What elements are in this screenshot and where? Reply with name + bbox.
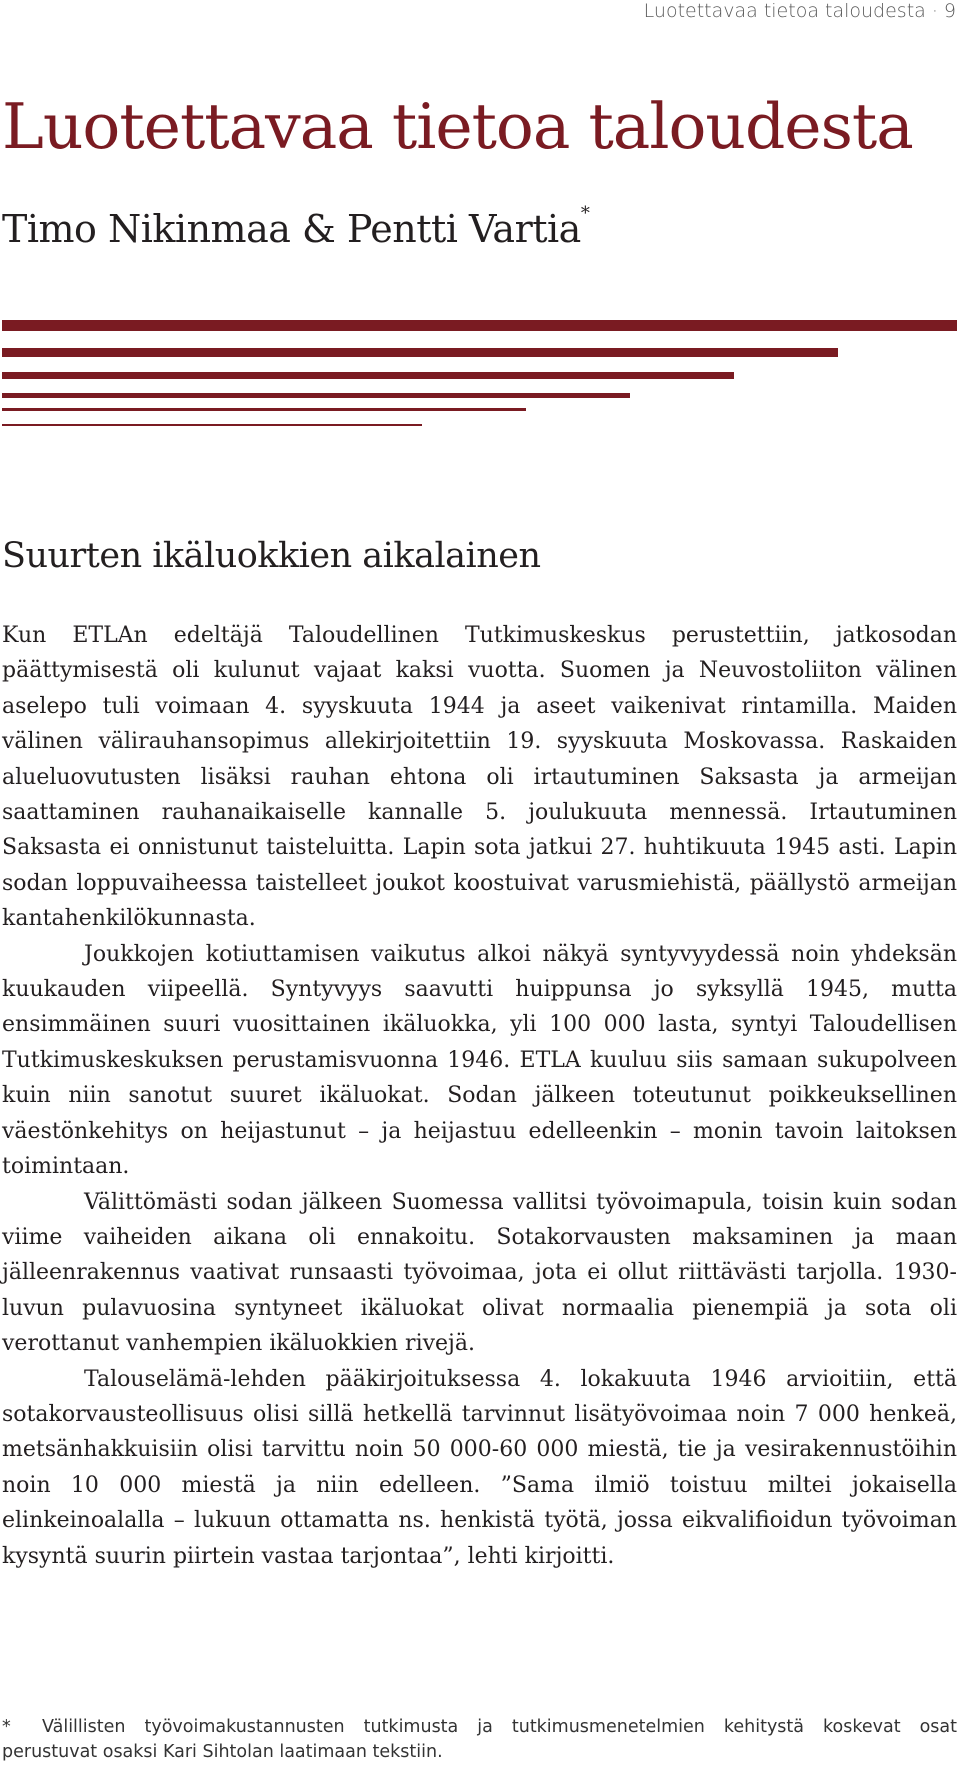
running-header: Luotettavaa tietoa taloudesta · 9 — [643, 0, 956, 22]
footnote-text: Välillisten työvoimakustannusten tutkimusta ja tutkimusmenetelmien kehitystä koskevat osat perustuvat osaksi Kari Sihtolan laatimaan tekstiin. — [2, 1717, 957, 1762]
decorative-bar — [2, 320, 957, 331]
footnote-mark: * — [2, 1717, 11, 1737]
paragraph: Joukkojen kotiuttamisen vaikutus alkoi näkyä syntyvyydessä noin yhdeksän kuukauden viipeellä. Syntyvyys saavutti huippunsa jo syksyllä 1945, mutta ensimmäinen suuri vuosittainen ikäluokka, yli 100 000 lasta, syntyi Taloudellisen Tutkimuskeskuksen perustamisvuonna 1946. ETLA kuuluu siis samaan sukupolveen kuin niin sanotut suuret ikäluokat. Sodan jälkeen toteutunut poikkeuksellinen väestönkehitys on heijastunut – ja heijastuu edelleenkin – monin tavoin laitoksen toimintaan. — [2, 941, 957, 1180]
authors — [2, 203, 590, 251]
decorative-bar — [2, 424, 422, 426]
authors-footnote-mark: * — [580, 203, 590, 224]
paragraph: Kun ETLAn edeltäjä Taloudellinen Tutkimuskeskus perustettiin, jatkosodan päättymisestä oli kulunut vajaat kaksi vuotta. Suomen ja Neuvostoliiton välinen aselepo tuli voimaan 4. syyskuuta 1944 ja aseet vaikenivat rintamilla. Maiden välinen välirauhansopimus allekirjoitettiin 19. syyskuuta Moskovassa. Raskaiden alueluovutusten lisäksi rauhan ehtona oli irtautuminen Saksasta ja armeijan saattaminen rauhanaikaiselle kannalle 5. joulukuuta mennessä. Irtautuminen Saksasta ei onnistunut taisteluitta. Lapin sota jatkui 27. huhtikuuta 1945 asti. Lapin sodan loppuvaiheessa taistelleet joukot koostuivat varusmiehistä, päällystö armeijan kantahenkilökunnasta. — [2, 623, 957, 932]
section-heading: Suurten ikäluokkien aikalainen — [2, 536, 541, 576]
paragraph: Välittömästi sodan jälkeen Suomessa vallitsi työvoimapula, toisin kuin sodan viime vaiheiden aikana oli ennakoitu. Sotakorvausten maksaminen ja maan jälleenrakennus vaativat runsaasti työvoimaa, jota ei ollut riittävästi tarjolla. 1930-luvun pulavuosina syntyneet ikäluokat olivat normaalia pienempiä ja sota oli verottanut vanhempien ikäluokkien rivejä. — [2, 1189, 957, 1357]
decorative-bar — [2, 393, 630, 398]
body-text — [2, 618, 957, 1574]
decorative-bar — [2, 348, 838, 357]
authors-names: Timo Nikinmaa & Pentti Vartia — [2, 207, 581, 251]
paragraph: Talouselämä-lehden pääkirjoituksessa 4. lokakuuta 1946 arvioitiin, että sotakorvausteollisuus olisi sillä hetkellä tarvinnut lisätyövoimaa noin 7 000 henkeä, metsänhakkuisiin olisi tarvittu noin 50 000-60 000 miestä, tie ja vesirakennustöihin noin 10 000 miestä ja niin edelleen. ”Sama ilmiö toistuu miltei jokaisella elinkeinoalalla – lukuun ottamatta ns. henkistä työtä, jossa eikvalifioidun työvoiman kysyntä suurin piirtein vastaa tarjontaa”, lehti kirjoitti. — [2, 1366, 957, 1569]
footnote — [2, 1715, 957, 1765]
decorative-bar — [2, 372, 734, 379]
page-title: Luotettavaa tietoa taloudesta — [2, 90, 913, 163]
decorative-bar — [2, 408, 526, 411]
